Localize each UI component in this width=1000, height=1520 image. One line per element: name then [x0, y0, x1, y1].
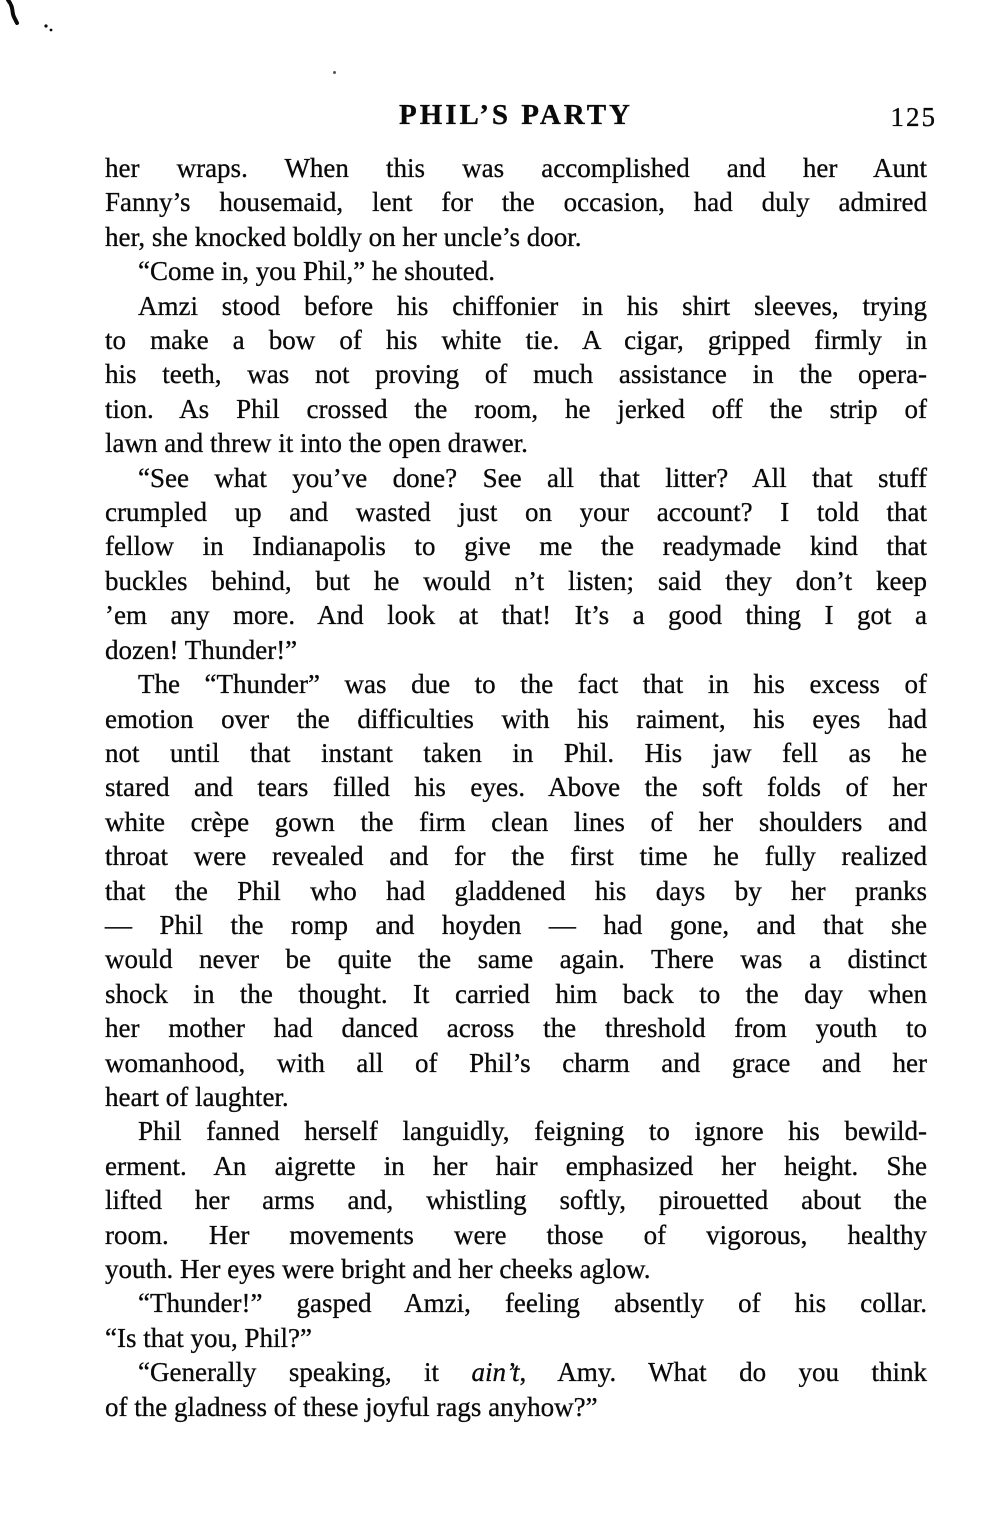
text-line: heart of laughter. — [105, 1081, 289, 1112]
paragraph — [105, 461, 927, 667]
text-line: throat were revealed and for the first time he fully realized — [105, 841, 927, 872]
text-line: stared and tears filled his eyes. Above the soft folds of her — [105, 772, 927, 803]
text-line: tion. As Phil crossed the room, he jerked off the strip of — [105, 393, 927, 424]
text-line: crumpled up and wasted just on your account? I told that — [105, 497, 927, 528]
text-line: womanhood, with all of Phil’s charm and grace and her — [105, 1047, 927, 1078]
paragraph — [105, 1355, 927, 1424]
text-line: his teeth, was not proving of much assistance in the opera- — [105, 359, 927, 390]
text-line: white crèpe gown the firm clean lines of her shoulders and — [105, 806, 927, 837]
text-line: Amzi stood before his chiffonier in his shirt sleeves, trying — [138, 290, 927, 321]
pen-mark-icon — [0, 0, 70, 45]
text-line: buckles behind, but he would n’t listen; said they don’t keep — [105, 565, 927, 596]
text-line: The “Thunder” was due to the fact that in his excess of — [138, 669, 927, 700]
text-line: emotion over the difficulties with his raiment, his eyes had — [105, 703, 927, 734]
text-line: fellow in Indianapolis to give me the readymade kind that — [105, 531, 927, 562]
text-line: “Generally speaking, it ain’t, Amy. What do you think — [138, 1357, 927, 1388]
page-header — [105, 99, 937, 139]
text-line: “Come in, you Phil,” he shouted. — [138, 256, 495, 287]
text-line: erment. An aigrette in her hair emphasized her height. She — [105, 1150, 927, 1181]
text-line: Fanny’s housemaid, lent for the occasion, had duly admired — [105, 187, 927, 218]
text-line: — Phil the romp and hoyden — had gone, and that she — [105, 909, 927, 940]
text-line: dozen! Thunder!” — [105, 634, 298, 665]
text-line: youth. Her eyes were bright and her cheeks aglow. — [105, 1254, 651, 1284]
text-line: “Is that you, Phil?” — [105, 1322, 312, 1353]
text-line: “Thunder!” gasped Amzi, feeling absently of his collar. — [138, 1288, 927, 1319]
text-line: room. Her movements were those of vigorous, healthy — [105, 1219, 927, 1250]
text-line: her, she knocked boldly on her uncle’s door. — [105, 221, 582, 252]
text-line: ’em any more. And look at that! It’s a good thing I got a — [105, 600, 927, 631]
text-line: of the gladness of these joyful rags anyhow?” — [105, 1391, 598, 1422]
text-line: would never be quite the same again. There was a distinct — [105, 944, 927, 975]
paragraph — [105, 151, 927, 254]
text-block — [105, 151, 927, 1424]
text-line: lifted her arms and, whistling softly, pirouetted about the — [105, 1185, 927, 1216]
running-title: PHIL’S PARTY — [399, 99, 633, 131]
text-line: Phil fanned herself languidly, feigning to ignore his bewild- — [138, 1116, 927, 1147]
ink-speck — [333, 71, 336, 74]
text-line: not until that instant taken in Phil. His jaw fell as he — [105, 737, 927, 768]
text-line: to make a bow of his white tie. A cigar, gripped firmly in — [105, 325, 927, 356]
text-line: lawn and threw it into the open drawer. — [105, 428, 528, 459]
paragraph — [105, 254, 927, 288]
page-number: 125 — [890, 102, 937, 132]
paragraph — [105, 667, 927, 1114]
paragraph — [105, 289, 927, 461]
text-line: that the Phil who had gladdened his days by her pranks — [105, 875, 927, 906]
text-line: her mother had danced across the threshold from youth to — [105, 1013, 927, 1044]
paragraph — [105, 1286, 927, 1355]
paragraph — [105, 1114, 927, 1286]
text-line: shock in the thought. It carried him back to the day when — [105, 978, 927, 1009]
text-line: “See what you’ve done? See all that litter? All that stuff — [138, 462, 927, 493]
text-line: her wraps. When this was accomplished and her Aunt — [105, 153, 927, 183]
